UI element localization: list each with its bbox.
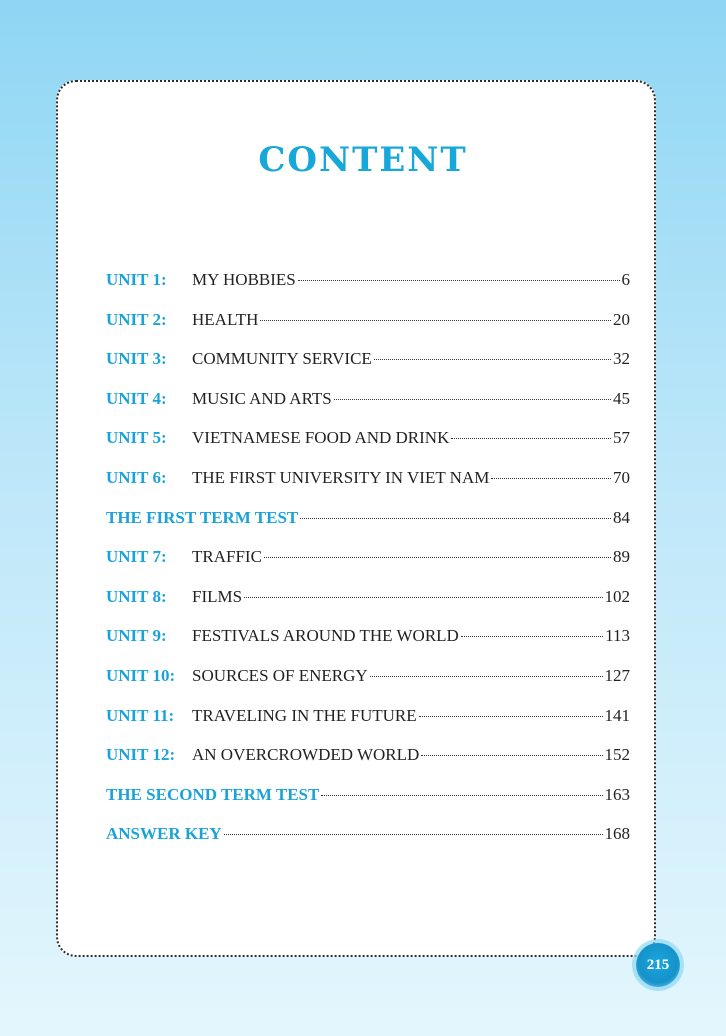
unit-label: UNIT 7: [106, 547, 167, 567]
toc-entry[interactable] [106, 428, 630, 468]
dot-leader [334, 399, 611, 400]
section-label: ANSWER KEY [106, 824, 222, 844]
dot-leader [321, 795, 602, 796]
toc-entry[interactable] [106, 785, 630, 825]
page-ref: 84 [613, 507, 630, 527]
unit-label: UNIT 2: [106, 309, 167, 329]
dot-leader [461, 636, 603, 637]
unit-label: UNIT 9: [106, 626, 167, 646]
toc-entry[interactable] [106, 547, 630, 587]
page-ref: 152 [604, 745, 630, 765]
toc-entry[interactable] [106, 824, 630, 864]
unit-label: UNIT 10: [106, 665, 176, 685]
toc-entry[interactable] [106, 626, 630, 666]
unit-label: UNIT 1: [106, 270, 167, 289]
toc-entry[interactable] [106, 706, 630, 746]
page-ref: 113 [605, 626, 630, 646]
dot-leader [244, 597, 602, 598]
page-ref: 102 [604, 586, 630, 606]
unit-label: UNIT 5: [106, 428, 167, 448]
page-ref: 168 [604, 824, 630, 844]
section-label: THE FIRST TERM TEST [106, 507, 299, 527]
unit-topic: TRAFFIC [192, 547, 262, 567]
unit-label: UNIT 8: [106, 586, 167, 606]
table-of-contents [106, 270, 630, 864]
unit-topic: AN OVERCROWDED WORLD [192, 745, 420, 765]
page-ref: 141 [604, 705, 630, 725]
toc-entry[interactable] [106, 587, 630, 627]
toc-entry[interactable] [106, 349, 630, 389]
page-ref: 127 [604, 665, 630, 685]
unit-topic: MUSIC AND ARTS [192, 388, 332, 408]
dot-leader [260, 320, 611, 321]
unit-label: UNIT 11: [106, 705, 175, 725]
toc-entry[interactable] [106, 468, 630, 508]
page-ref: 70 [613, 467, 630, 487]
page-ref: 20 [613, 309, 630, 329]
section-label: THE SECOND TERM TEST [106, 784, 320, 804]
unit-topic: VIETNAMESE FOOD AND DRINK [192, 428, 450, 448]
page-ref: 57 [613, 428, 630, 448]
page-ref: 6 [621, 270, 630, 289]
unit-label: UNIT 12: [106, 745, 176, 765]
dot-leader [491, 478, 611, 479]
unit-topic: FILMS [192, 586, 243, 606]
dot-leader [370, 676, 603, 677]
toc-entry[interactable] [106, 270, 630, 310]
dot-leader [300, 518, 611, 519]
dot-leader [451, 438, 611, 439]
dot-leader [224, 834, 603, 835]
page-ref: 32 [613, 349, 630, 369]
unit-label: UNIT 3: [106, 349, 167, 369]
unit-topic: THE FIRST UNIVERSITY IN VIET NAM [192, 467, 490, 487]
toc-entry[interactable] [106, 745, 630, 785]
toc-entry[interactable] [106, 666, 630, 706]
unit-topic: SOURCES OF ENERGY [192, 665, 368, 685]
toc-entry[interactable] [106, 389, 630, 429]
dot-leader [421, 755, 602, 756]
unit-topic: COMMUNITY SERVICE [192, 349, 372, 369]
page-ref: 89 [613, 547, 630, 567]
unit-topic: FESTIVALS AROUND THE WORLD [192, 626, 459, 646]
toc-entry[interactable] [106, 310, 630, 350]
page-ref: 45 [613, 388, 630, 408]
dot-leader [264, 557, 611, 558]
page-ref: 163 [604, 784, 630, 804]
dot-leader [419, 716, 603, 717]
page-title: CONTENT [258, 140, 468, 180]
dot-leader [374, 359, 611, 360]
toc-entry[interactable] [106, 508, 630, 548]
dot-leader [298, 280, 620, 281]
unit-label: UNIT 4: [106, 388, 167, 408]
unit-topic: HEALTH [192, 309, 259, 329]
unit-label: UNIT 6: [106, 467, 167, 487]
page-number-badge: 215 [636, 943, 680, 987]
unit-topic: MY HOBBIES [192, 270, 296, 289]
unit-topic: TRAVELING IN THE FUTURE [192, 705, 417, 725]
